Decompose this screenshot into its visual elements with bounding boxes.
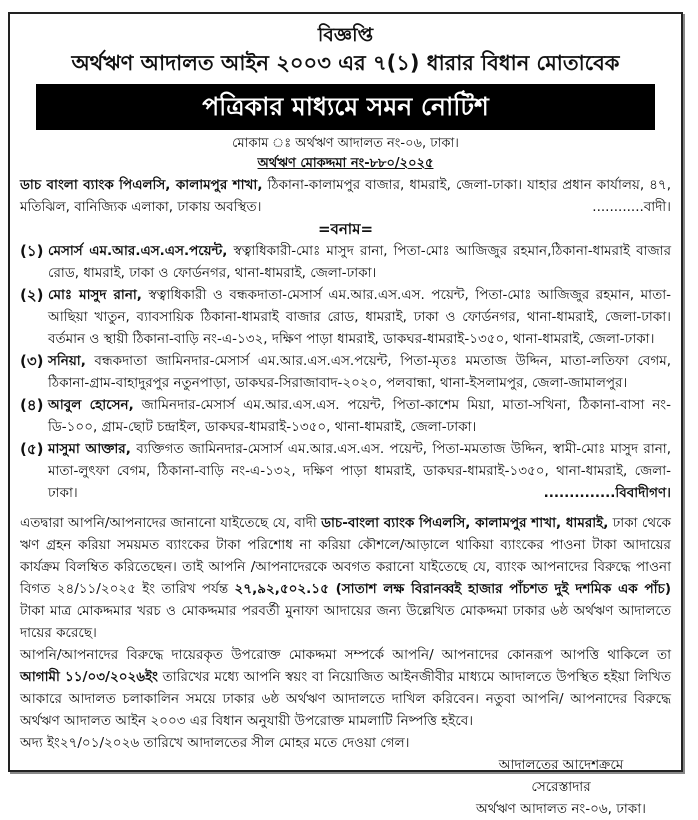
defendant-number: (১): [20, 242, 44, 260]
defendant-2: [20, 284, 671, 350]
defendant-number: (৪): [20, 396, 44, 414]
text: এতদ্বারা আপনি/আপনাদের জানানো যাইতেছে যে, বাদী: [20, 515, 322, 531]
text: টাকা মাত্র মোকদ্দমার খরচ ও মোকদ্দমার পরবর্তী মুনাফা আদায়ের জন্য উল্লেখিত মোকদ্দমা ঢাকার ৬ষ্ঠ অর্থঋণ আদালতে দায়ের করেছে।: [20, 603, 671, 641]
versus-heading: =বনাম=: [317, 220, 374, 238]
defendant-details: ব্যক্তিগত জামিনদার-মেসার্স এম.আর.এস.এস. পয়েন্ট, পিতা-মমতাজ উদ্দিন, স্বামী-মোঃ মাসুদ রানা, মাতা-লুৎফা বেগম, ঠিকানা-বাড়ি নং-এ-১৩২, দক্ষিণ পাড়া ধামরাই, ডাকঘর-ধামরাই-১৩৫০, থানা-ধামরাই, জেলা-ঢাকা।: [48, 441, 671, 501]
defendant-number: (৫): [20, 440, 44, 458]
defendant-4: [20, 394, 671, 438]
summons-banner: পত্রিকার মাধ্যমে সমন নোটিশ: [36, 84, 655, 130]
defendant-details: জামিনদার-মেসার্স এম.আর.এস.এস. পয়েন্ট, পিতা-কাশেম মিয়া, মাতা-সখিনা, ঠিকানা-বাসা নং-ডি-১০০, গ্রাম-ছোট চন্দ্রাইল, ডাকঘর-ধামরাই-১৩৫০, থানা-ধামরাই, জেলা-ঢাকা।: [48, 397, 671, 435]
defendant-number: (৩): [20, 352, 44, 370]
venue: মোকাম ঃ অর্থঋণ আদালত নং-০৬, ঢাকা।: [232, 136, 459, 151]
defendant-name: মোঃ মাসুদ রানা,: [48, 287, 142, 303]
text: ঢাকা থেকে ঋণ গ্রহন করিয়া সময়মত ব্যাংকের টাকা পরিশোধ না করিয়া কৌশলে/আড়ালে থাকিয়া ব্যাংকের পাওনা টাকা আদায়ের কার্যক্রম বিলম্বিত করিতেছেন। তাই আপনি /আপনাদেরকে অবগত করানো যাইতেছে যে, ব্যাংক আপনাদের বিরুদ্ধে পাওনা বিগত ২৪/১১/২০২৫ ইং তারিখ পর্যন্ত: [20, 515, 672, 597]
defendant-details: বন্ধকদাতা জামিনদার-মেসার্স এম.আর.এস.এস.পয়েন্ট, পিতা-মৃতঃ মমতাজ উদ্দিন, মাতা-লতিফা বেগম, ঠিকানা-গ্রাম-বাহাদুরপুর নতুনপাড়া, ডাকঘর-সিরাজাবাদ-২০২০, পলবান্ধা, থানা-ইসলামপুর, জেলা-জামালপুর।: [48, 353, 671, 391]
defendant-name: মেসার্স এম.আর.এস.এস.পয়েন্ট,: [48, 243, 228, 259]
plaintiff-name: ডাচ বাংলা ব্যাংক পিএলসি, কালামপুর শাখা,: [20, 177, 263, 193]
law-line: অর্থঋণ আদালত আইন ২০০৩ এর ৭(১) ধারার বিধান মোতাবেক: [71, 51, 620, 75]
defendant-details: স্বত্বাধিকারী-মোঃ মাসুদ রানা, পিতা-মোঃ আজিজুর রহমান,ঠিকানা-ধামরাই বাজার রোড, ধামরাই, ঢাকা ও ফোর্ডনগর, থানা-ধামরাই, জেলা-ঢাকা।: [48, 243, 671, 281]
body-paragraph-3: অদ্য ইং২৭/০১/২০২৬ তারিখে আদালতের সীল মোহর মতে দেওয়া গেল।: [20, 735, 410, 751]
plaintiff-details: ঠিকানা-কালামপুর বাজার, ধামরাই, জেলা-ঢাকা। যাহার প্রধান কার্যালয়, ৪৭, মতিঝিল, বানিজ্যিক এলাকা, ঢাকায় অবস্থিত।: [20, 177, 671, 215]
defendant-name: আবুল হোসেন,: [48, 397, 134, 413]
plaintiff: [20, 174, 671, 218]
signature-line-1: আদালতের আদেশক্রমে: [498, 757, 624, 773]
signature-block: [451, 754, 671, 820]
hearing-date: আগামী ১১/০৩/২০২৬ইং: [20, 669, 158, 685]
defendant-1: [20, 240, 671, 284]
claim-amount: ২৭,৯২,৫০২.১৫ (সাতাশ লক্ষ বিরানব্বই হাজার পাঁচশত দুই দশমিক এক পাঁচ): [234, 581, 671, 597]
defendant-5: [20, 438, 671, 504]
defendants-role: ..............বিবাদীগণ।: [543, 485, 671, 501]
defendant-number: (২): [20, 286, 44, 304]
notice-box: [8, 12, 683, 817]
body-paragraph-2: [20, 644, 671, 732]
signature-line-3: অর্থঋণ আদালত নং-০৬, ঢাকা।: [476, 801, 646, 817]
case-number: অর্থঋণ মোকদ্দমা নং-৮৮০/২০২৫: [257, 156, 434, 171]
bank-name: ডাচ-বাংলা ব্যাংক পিএলসি, কালামপুর শাখা, ধামরাই,: [321, 515, 609, 531]
defendant-name: মাসুমা আক্তার,: [48, 441, 131, 457]
text: আপনি/আপনাদের বিরুদ্ধে দায়েরকৃত উপরোক্ত মোকদ্দমা সম্পর্কে আপনি/ আপনাদের কোনরূপ আপত্তি থাকিলে তা: [20, 647, 671, 663]
signature-line-2: সেরেস্তাদার: [531, 779, 591, 795]
plaintiff-role: ............বাদী।: [592, 199, 671, 215]
defendant-name: সনিয়া,: [48, 353, 86, 369]
notice-label: বিজ্ঞপ্তি: [317, 24, 374, 46]
body-paragraph-1: [20, 512, 671, 644]
defendant-details: স্বত্বাধিকারী ও বন্ধকদাতা-মেসার্স এম.আর.এস.এস. পয়েন্ট, পিতা-মোঃ আজিজুর রহমান, মাতা-আছিয়া খাতুন, ব্যাবসায়িক ঠিকানা-ধামরাই বাজার রোড, ধামরাই, ঢাকা ও ফোর্ডনগর, থানা-ধামরাই, জেলা-ঢাকা। বর্তমান ও স্থায়ী ঠিকানা-বাড়ি নং-এ-১৩২, দক্ষিণ পাড়া ধামরাই, ডাকঘর-ধামরাই-১৩৫০, থানা-ধামরাই, জেলা-ঢাকা।: [48, 287, 671, 347]
defendant-3: [20, 350, 671, 394]
text: তারিখের মধ্যে আপনি স্বয়ং বা নিয়োজিত আইনজীবীর মাধ্যমে আদালতে উপস্থিত হইয়া লিখিত আকারে আদালত চলাকালিন সময়ে ঢাকার ৬ষ্ঠ অর্থঋণ আদালতে দাখিল করিবেন। নতুবা আপনি/ আপনাদের বিরুদ্ধে অর্থঋণ আদালত আইন ২০০৩ এর বিধান অনুযায়ী উপরোক্ত মামলাটি নিষ্পত্তি হইবে।: [20, 669, 671, 729]
